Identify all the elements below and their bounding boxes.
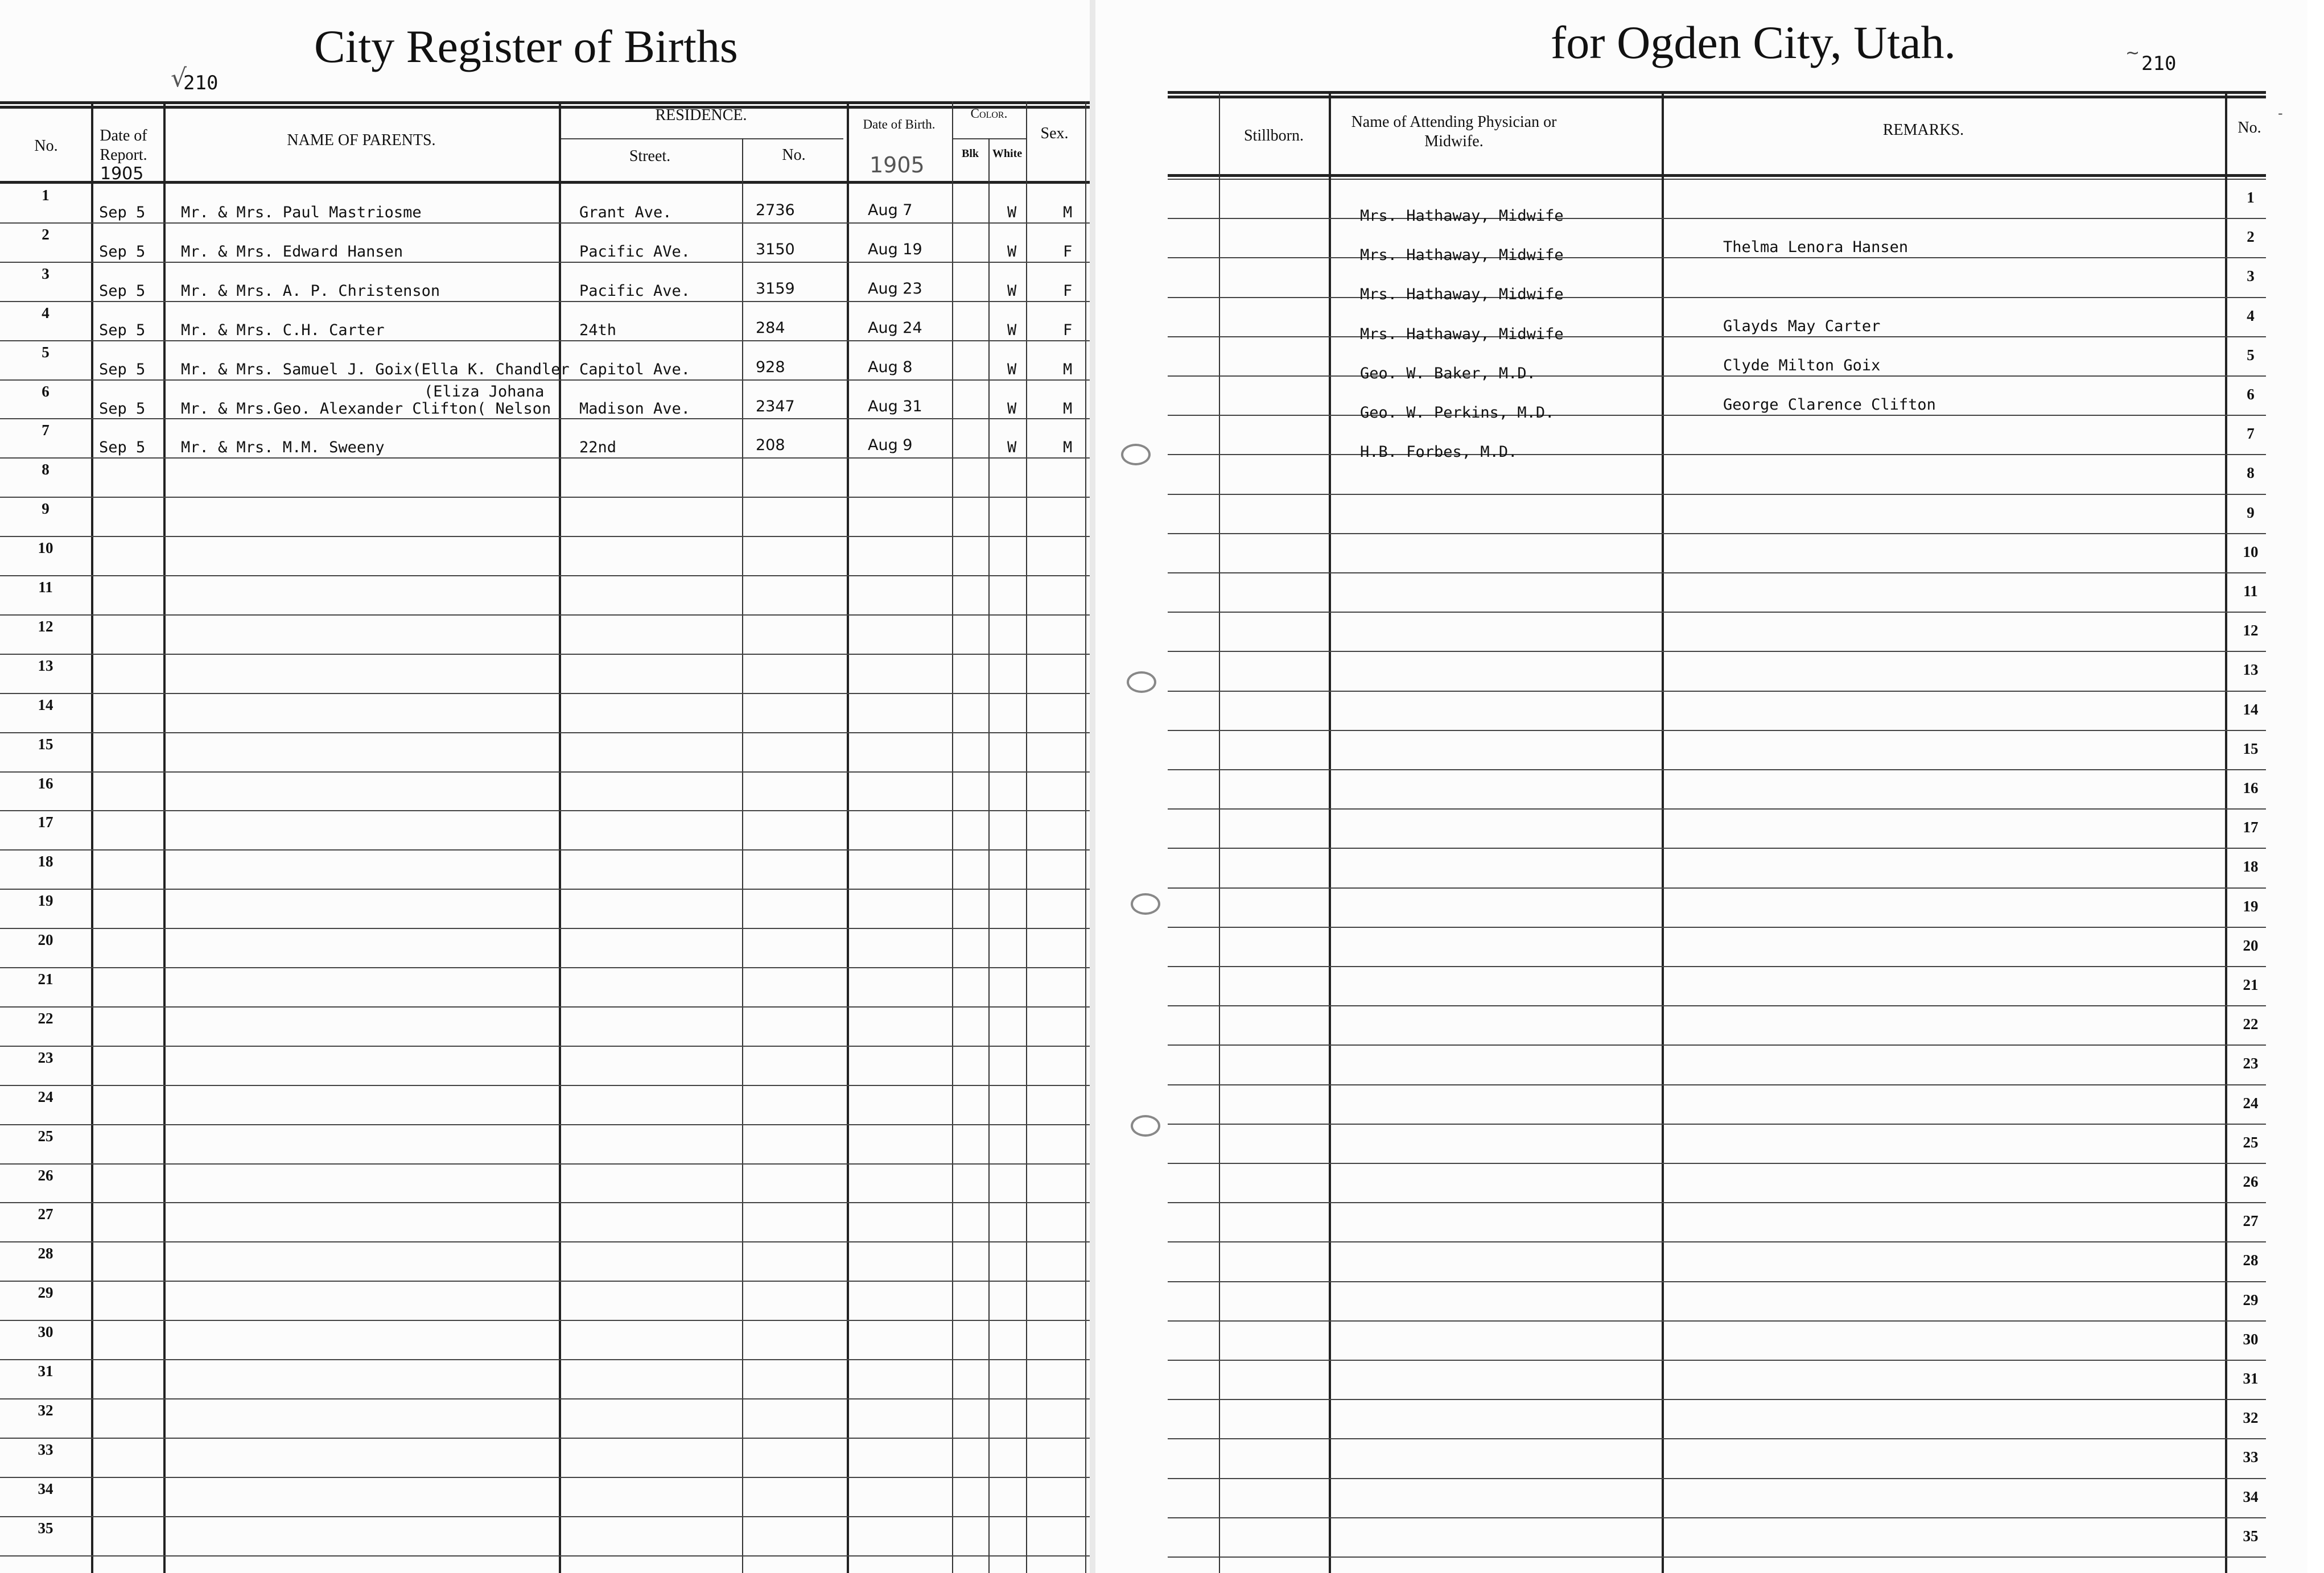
row-number: 14 xyxy=(38,696,53,713)
birth-date-cell: Aug 9 xyxy=(868,436,913,455)
birth-year: 1905 xyxy=(870,152,925,177)
color-cell: W xyxy=(1007,321,1017,339)
row-rule-right xyxy=(1168,769,2266,770)
row-rule-right xyxy=(1168,1360,2266,1361)
row-number-right: 30 xyxy=(2243,1330,2259,1348)
row-rule-right xyxy=(1168,651,2266,652)
parents-cell: Mr. & Mrs. C.H. Carter xyxy=(181,321,385,339)
page-number-dash: ~ xyxy=(2125,43,2140,63)
row-number: 33 xyxy=(38,1440,53,1458)
sex-cell: M xyxy=(1063,439,1073,457)
street-cell: Pacific Ave. xyxy=(579,282,691,300)
row-rule-right xyxy=(1168,1005,2266,1006)
row-rule xyxy=(0,1006,1090,1008)
row-number-right: 13 xyxy=(2243,661,2259,679)
row-number: 27 xyxy=(38,1205,53,1223)
header-no: No. xyxy=(34,137,58,155)
left-page xyxy=(0,0,1112,1573)
row-number: 32 xyxy=(38,1401,53,1419)
row-rule-right xyxy=(1168,1241,2266,1242)
color-cell: W xyxy=(1007,282,1017,300)
row-rule xyxy=(0,654,1090,655)
sex-cell: F xyxy=(1063,282,1073,300)
header-name-of-parents: NAME OF PARENTS. xyxy=(287,131,436,149)
row-rule xyxy=(0,379,1090,381)
row-number: 25 xyxy=(38,1127,53,1145)
residence-number-cell: 284 xyxy=(756,319,785,337)
row-rule-right xyxy=(1168,808,2266,810)
row-rule-right xyxy=(1168,533,2266,534)
row-number: 1 xyxy=(42,187,50,204)
row-number: 3 xyxy=(42,265,50,282)
punch-hole-4 xyxy=(1131,1115,1160,1137)
row-number-right: 22 xyxy=(2243,1015,2259,1033)
color-cell: W xyxy=(1007,439,1017,457)
row-rule-right xyxy=(1168,415,2266,416)
row-number-right: 28 xyxy=(2243,1252,2259,1269)
header-remarks: REMARKS. xyxy=(1882,121,1964,139)
row-number: 4 xyxy=(42,304,50,321)
row-number-right: 7 xyxy=(2247,425,2255,443)
row-rule-right xyxy=(1168,257,2266,258)
row-number-right: 33 xyxy=(2243,1448,2259,1466)
row-number-right: 8 xyxy=(2247,464,2255,482)
row-number: 19 xyxy=(38,892,53,910)
row-number-right: 18 xyxy=(2243,858,2259,876)
row-rule-right xyxy=(1168,730,2266,731)
street-cell: Madison Ave. xyxy=(579,399,691,418)
row-number-right: 35 xyxy=(2243,1527,2259,1545)
physician-cell: H.B. Forbes, M.D. xyxy=(1360,443,1518,461)
row-rule-right xyxy=(1168,1163,2266,1164)
row-rule-right xyxy=(1168,612,2266,613)
col-rule-sex xyxy=(1085,101,1086,1573)
row-number-right: 29 xyxy=(2243,1291,2259,1308)
row-number: 8 xyxy=(42,461,50,478)
register-title-right: for Ogden City, Utah. xyxy=(1551,16,1956,68)
row-rule xyxy=(0,222,1090,224)
page-number-left: 210 xyxy=(183,72,219,94)
header-white: White xyxy=(992,147,1023,160)
row-number-right: 25 xyxy=(2243,1133,2259,1151)
row-rule xyxy=(0,849,1090,851)
report-year: 1905 xyxy=(100,164,144,184)
row-rule xyxy=(0,614,1090,616)
row-number: 13 xyxy=(38,657,53,674)
row-number: 35 xyxy=(38,1519,53,1537)
sex-cell: F xyxy=(1063,321,1073,339)
row-rule-right xyxy=(1168,1438,2266,1439)
row-number: 29 xyxy=(38,1284,53,1302)
color-cell: W xyxy=(1007,399,1017,418)
sex-cell: F xyxy=(1063,242,1073,261)
row-rule xyxy=(0,1477,1090,1478)
row-number: 20 xyxy=(38,931,53,949)
physician-cell: Mrs. Hathaway, Midwife xyxy=(1360,325,1564,343)
row-number-right: 32 xyxy=(2243,1409,2259,1427)
row-rule-right xyxy=(1168,1124,2266,1125)
header-stillborn: Stillborn. xyxy=(1243,127,1304,144)
color-cell: W xyxy=(1007,204,1017,221)
birth-date-cell: Aug 24 xyxy=(868,319,922,337)
row-number-right: 10 xyxy=(2243,543,2259,560)
color-cell: W xyxy=(1007,242,1017,261)
row-number-right: 24 xyxy=(2243,1094,2259,1112)
row-rule xyxy=(0,1281,1090,1282)
physician-cell: Mrs. Hathaway, Midwife xyxy=(1360,286,1564,304)
report-date-cell: Sep 5 xyxy=(99,439,146,457)
parents-cell: Mr. & Mrs.Geo. Alexander Clifton( Nelson xyxy=(181,399,551,418)
row-number: 26 xyxy=(38,1166,53,1184)
punch-hole-3 xyxy=(1131,893,1160,915)
remarks-cell: Glayds May Carter xyxy=(1723,317,1881,335)
row-number-right: 3 xyxy=(2247,267,2255,285)
row-rule-right xyxy=(1168,1478,2266,1479)
residence-sub-rule xyxy=(559,138,843,139)
row-rule xyxy=(0,810,1090,811)
street-cell: 24th xyxy=(579,321,617,339)
row-number: 28 xyxy=(38,1245,53,1262)
row-rule xyxy=(0,1555,1090,1557)
row-number: 10 xyxy=(38,539,53,557)
row-rule xyxy=(0,1241,1090,1242)
row-rule xyxy=(0,889,1090,890)
row-rule-right xyxy=(1168,336,2266,337)
row-rule xyxy=(0,340,1090,341)
row-number: 7 xyxy=(42,422,50,439)
row-rule-right xyxy=(1168,966,2266,967)
row-rule-right xyxy=(1168,1517,2266,1518)
birth-date-cell: Aug 23 xyxy=(868,279,922,298)
row-number-right: 9 xyxy=(2247,503,2255,521)
margin-mark: - xyxy=(2278,105,2283,121)
row-number-right: 17 xyxy=(2243,819,2259,836)
row-number: 17 xyxy=(38,814,53,831)
col-rule-parents xyxy=(559,101,561,1573)
physician-cell: Mrs. Hathaway, Midwife xyxy=(1360,246,1564,265)
street-cell: Capitol Ave. xyxy=(579,360,691,378)
row-rule-right xyxy=(1168,494,2266,495)
header-street: Street. xyxy=(629,147,671,165)
remarks-cell: Clyde Milton Goix xyxy=(1723,356,1881,374)
row-rule xyxy=(0,575,1090,576)
row-number-right: 12 xyxy=(2243,622,2259,639)
col-rule-blk xyxy=(988,138,990,1573)
street-cell: 22nd xyxy=(579,439,617,457)
right-header-top-rule xyxy=(1168,91,2266,94)
col-rule-no xyxy=(91,101,93,1573)
header-physician: Name of Attending Physician or Midwife. xyxy=(1351,113,1557,150)
row-rule xyxy=(0,1398,1090,1399)
row-number-right: 26 xyxy=(2243,1173,2259,1190)
parents-cell: Mr. & Mrs. Edward Hansen xyxy=(181,242,403,261)
row-rule xyxy=(0,418,1090,419)
check-mark: √ xyxy=(171,64,187,93)
row-rule-right xyxy=(1168,375,2266,377)
row-number: 9 xyxy=(42,500,50,518)
row-rule-right xyxy=(1168,1399,2266,1400)
row-rule xyxy=(0,1516,1090,1517)
row-number: 11 xyxy=(38,579,53,596)
right-header-bottom-rule xyxy=(1168,174,2266,177)
remarks-cell: Thelma Lenora Hansen xyxy=(1723,238,1909,257)
physician-cell: Geo. W. Perkins, M.D. xyxy=(1360,404,1555,422)
row-rule xyxy=(0,497,1090,498)
birth-date-cell: Aug 19 xyxy=(868,240,922,258)
row-number: 12 xyxy=(38,617,53,635)
col-rule-stillborn xyxy=(1329,91,1331,1573)
row-number: 2 xyxy=(42,225,50,243)
report-date-cell: Sep 5 xyxy=(99,399,146,418)
header-sex: Sex. xyxy=(1040,125,1069,142)
row-number: 30 xyxy=(38,1323,53,1341)
row-rule-right xyxy=(1168,927,2266,928)
row-rule xyxy=(0,1124,1090,1125)
street-cell: Grant Ave. xyxy=(579,204,672,221)
row-rule xyxy=(0,301,1090,302)
col-rule-street xyxy=(742,138,743,1573)
header-date-of-birth: Date of Birth. xyxy=(863,117,936,131)
punch-hole-2 xyxy=(1127,671,1156,693)
row-rule-right xyxy=(1168,1320,2266,1322)
sex-cell: M xyxy=(1063,204,1073,221)
row-number-right: 16 xyxy=(2243,779,2259,796)
row-rule xyxy=(0,928,1090,929)
row-rule-right xyxy=(1168,1281,2266,1282)
remarks-cell: George Clarence Clifton xyxy=(1723,396,1936,414)
header-date-of-report: Date of Report. xyxy=(100,127,147,164)
row-number: 24 xyxy=(38,1088,53,1105)
right-header-bottom-rule-2 xyxy=(1168,179,2266,180)
row-rule xyxy=(0,536,1090,537)
row-rule xyxy=(0,1359,1090,1360)
row-number-right: 23 xyxy=(2243,1055,2259,1072)
row-number-right: 20 xyxy=(2243,936,2259,954)
residence-number-cell: 3150 xyxy=(756,240,795,258)
row-number: 6 xyxy=(42,382,50,400)
row-number-right: 15 xyxy=(2243,740,2259,757)
street-cell: Pacific AVe. xyxy=(579,242,691,261)
parents-note-cell: (Eliza Johana xyxy=(424,382,545,401)
birth-date-cell: Aug 7 xyxy=(868,201,913,219)
parents-cell: Mr. & Mrs. M.M. Sweeny xyxy=(181,439,385,457)
row-number: 5 xyxy=(42,343,50,361)
row-rule-right xyxy=(1168,887,2266,889)
row-number-right: 27 xyxy=(2243,1212,2259,1230)
row-rule-right xyxy=(1168,848,2266,849)
report-date-cell: Sep 5 xyxy=(99,204,146,221)
row-number: 22 xyxy=(38,1009,53,1027)
row-rule xyxy=(0,1202,1090,1203)
row-rule-right xyxy=(1168,1084,2266,1085)
col-rule-left-margin xyxy=(1219,91,1220,1573)
residence-number-cell: 3159 xyxy=(756,279,795,298)
punch-hole-1 xyxy=(1121,444,1151,465)
register-title-left: City Register of Births xyxy=(314,20,738,72)
physician-cell: Mrs. Hathaway, Midwife xyxy=(1360,207,1564,225)
row-rule xyxy=(0,262,1090,263)
row-rule xyxy=(0,771,1090,773)
col-rule-report xyxy=(163,101,166,1573)
row-number-right: 21 xyxy=(2243,976,2259,993)
row-number: 34 xyxy=(38,1480,53,1497)
row-number-right: 1 xyxy=(2247,189,2255,206)
row-rule xyxy=(0,693,1090,694)
row-rule-right xyxy=(1168,297,2266,298)
birth-date-cell: Aug 8 xyxy=(868,358,913,376)
row-rule-right xyxy=(1168,218,2266,219)
row-number-right: 2 xyxy=(2247,228,2255,246)
row-rule xyxy=(0,1163,1090,1165)
row-rule xyxy=(0,967,1090,968)
parents-cell: Mr. & Mrs. Paul Mastriosme xyxy=(181,204,422,221)
row-rule xyxy=(0,1320,1090,1321)
header-color: Color. xyxy=(970,106,1008,121)
row-number-right: 4 xyxy=(2247,307,2255,324)
report-date-cell: Sep 5 xyxy=(99,282,146,300)
row-number-right: 11 xyxy=(2243,583,2258,600)
row-number-right: 31 xyxy=(2243,1370,2259,1387)
residence-number-cell: 2347 xyxy=(756,397,795,415)
row-rule xyxy=(0,1046,1090,1047)
right-page xyxy=(1095,0,2307,1573)
row-rule xyxy=(0,457,1090,459)
row-rule xyxy=(0,1085,1090,1086)
row-number: 18 xyxy=(38,853,53,870)
sex-cell: M xyxy=(1063,360,1073,378)
parents-cell: Mr. & Mrs. Samuel J. Goix(Ella K. Chandler xyxy=(181,360,570,378)
header-no-right: No. xyxy=(2238,119,2261,137)
row-number-right: 5 xyxy=(2247,346,2255,364)
residence-number-cell: 208 xyxy=(756,436,785,455)
row-number: 16 xyxy=(38,774,53,792)
row-rule-right xyxy=(1168,1044,2266,1046)
col-rule-white xyxy=(1026,101,1027,1573)
page-number-right: 210 xyxy=(2141,52,2177,75)
header-blk: Blk xyxy=(961,147,979,160)
row-number-right: 14 xyxy=(2243,700,2259,718)
row-rule-right xyxy=(1168,572,2266,573)
header-residence-no: No. xyxy=(782,146,806,164)
row-number: 31 xyxy=(38,1363,53,1380)
color-cell: W xyxy=(1007,360,1017,378)
row-rule-right xyxy=(1168,691,2266,692)
row-rule-right xyxy=(1168,454,2266,455)
row-number: 21 xyxy=(38,971,53,988)
residence-number-cell: 2736 xyxy=(756,201,795,219)
col-rule-residence xyxy=(847,101,849,1573)
row-number: 15 xyxy=(38,735,53,753)
row-rule xyxy=(0,1438,1090,1439)
row-rule xyxy=(0,732,1090,733)
row-number: 23 xyxy=(38,1048,53,1066)
row-rule-right xyxy=(1168,1202,2266,1203)
row-rule-right xyxy=(1168,1557,2266,1558)
report-date-cell: Sep 5 xyxy=(99,360,146,378)
report-date-cell: Sep 5 xyxy=(99,242,146,261)
row-number-right: 19 xyxy=(2243,897,2259,915)
physician-cell: Geo. W. Baker, M.D. xyxy=(1360,364,1536,382)
right-header-top-rule-2 xyxy=(1168,96,2266,98)
row-number-right: 6 xyxy=(2247,386,2255,403)
col-rule-physician xyxy=(1662,91,1664,1573)
parents-cell: Mr. & Mrs. A. P. Christenson xyxy=(181,282,440,300)
col-rule-birth xyxy=(952,101,953,1573)
residence-number-cell: 928 xyxy=(756,358,785,376)
sex-cell: M xyxy=(1063,399,1073,418)
birth-date-cell: Aug 31 xyxy=(868,397,922,415)
report-date-cell: Sep 5 xyxy=(99,321,146,339)
header-residence: RESIDENCE. xyxy=(655,106,747,124)
row-number-right: 34 xyxy=(2243,1488,2259,1505)
